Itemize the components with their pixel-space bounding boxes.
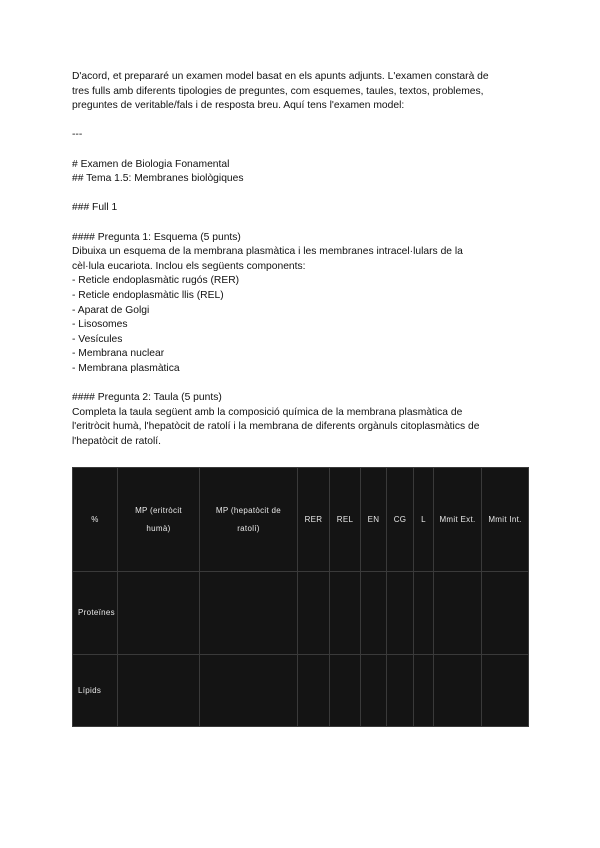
question-1-heading: #### Pregunta 1: Esquema (5 punts) [72,231,241,243]
question-2-heading: #### Pregunta 2: Taula (5 punts) [72,392,222,404]
table-cell [482,655,529,727]
table-cell [330,655,361,727]
table-header-row [73,468,529,572]
column-header: Mmit Int. [482,468,529,572]
table-cell [298,655,330,727]
list-item: - Reticle endoplasmàtic llis (REL) [72,289,224,301]
sheet-title: ### Full 1 [72,202,118,214]
intro-line: D'acord, et prepararé un examen model basat en els apunts adjunts. L'examen constarà de [72,71,489,82]
list-item: - Aparat de Golgi [72,304,150,316]
question-2-text: l'eritròcit humà, l'hepatòcit de ratolí i la membrana de diferents orgànuls citoplasmàtics de [72,421,480,433]
column-header: % [73,468,118,572]
intro-line: tres fulls amb diferents tipologies de preguntes, com esquemes, taules, textos, problemes, [72,85,484,97]
table-cell [200,655,298,727]
table-cell [482,572,529,655]
table-row [73,655,529,727]
question-1-text: Dibuixa un esquema de la membrana plasmàtica i les membranes intracel·lulars de la [72,246,463,258]
column-header: Mmit Ext. [434,468,482,572]
topic-title: ## Tema 1.5: Membranes biològiques [72,173,244,185]
table-cell [118,572,200,655]
intro-line: preguntes de veritable/fals i de resposta breu. Aquí tens l'examen model: [72,100,405,112]
table-cell [414,655,434,727]
column-header: MP (hepatòcit de ratolí) [200,468,298,572]
table-cell [434,572,482,655]
column-header: REL [330,468,361,572]
question-2-text: Completa la taula següent amb la composició química de la membrana plasmàtica de [72,406,463,418]
exam-title: # Examen de Biologia Fonamental [72,158,230,170]
composition-table [72,467,529,727]
column-header: MP (eritròcit humà) [118,468,200,572]
table-cell [361,655,387,727]
table-cell [434,655,482,727]
document-body [72,70,528,449]
separator: --- [72,129,83,141]
list-item: - Vesícules [72,333,123,345]
table-cell [330,572,361,655]
column-header: L [414,468,434,572]
table-row [73,572,529,655]
column-header: CG [387,468,414,572]
table-cell [200,572,298,655]
column-header: EN [361,468,387,572]
table-cell [298,572,330,655]
table-cell [361,572,387,655]
list-item: - Lisosomes [72,319,128,331]
column-header: RER [298,468,330,572]
question-2-text: l'hepatòcit de ratolí. [72,435,161,447]
row-header: Proteïnes [73,572,118,655]
question-1-text: cèl·lula eucariota. Inclou els següents components: [72,260,306,272]
table-cell [387,572,414,655]
list-item: - Membrana nuclear [72,348,165,360]
list-item: - Reticle endoplasmàtic rugós (RER) [72,275,240,287]
table-cell [387,655,414,727]
components-list [72,274,528,376]
list-item: - Membrana plasmàtica [72,362,180,374]
table-cell [118,655,200,727]
table-cell [414,572,434,655]
row-header: Lípids [73,655,118,727]
